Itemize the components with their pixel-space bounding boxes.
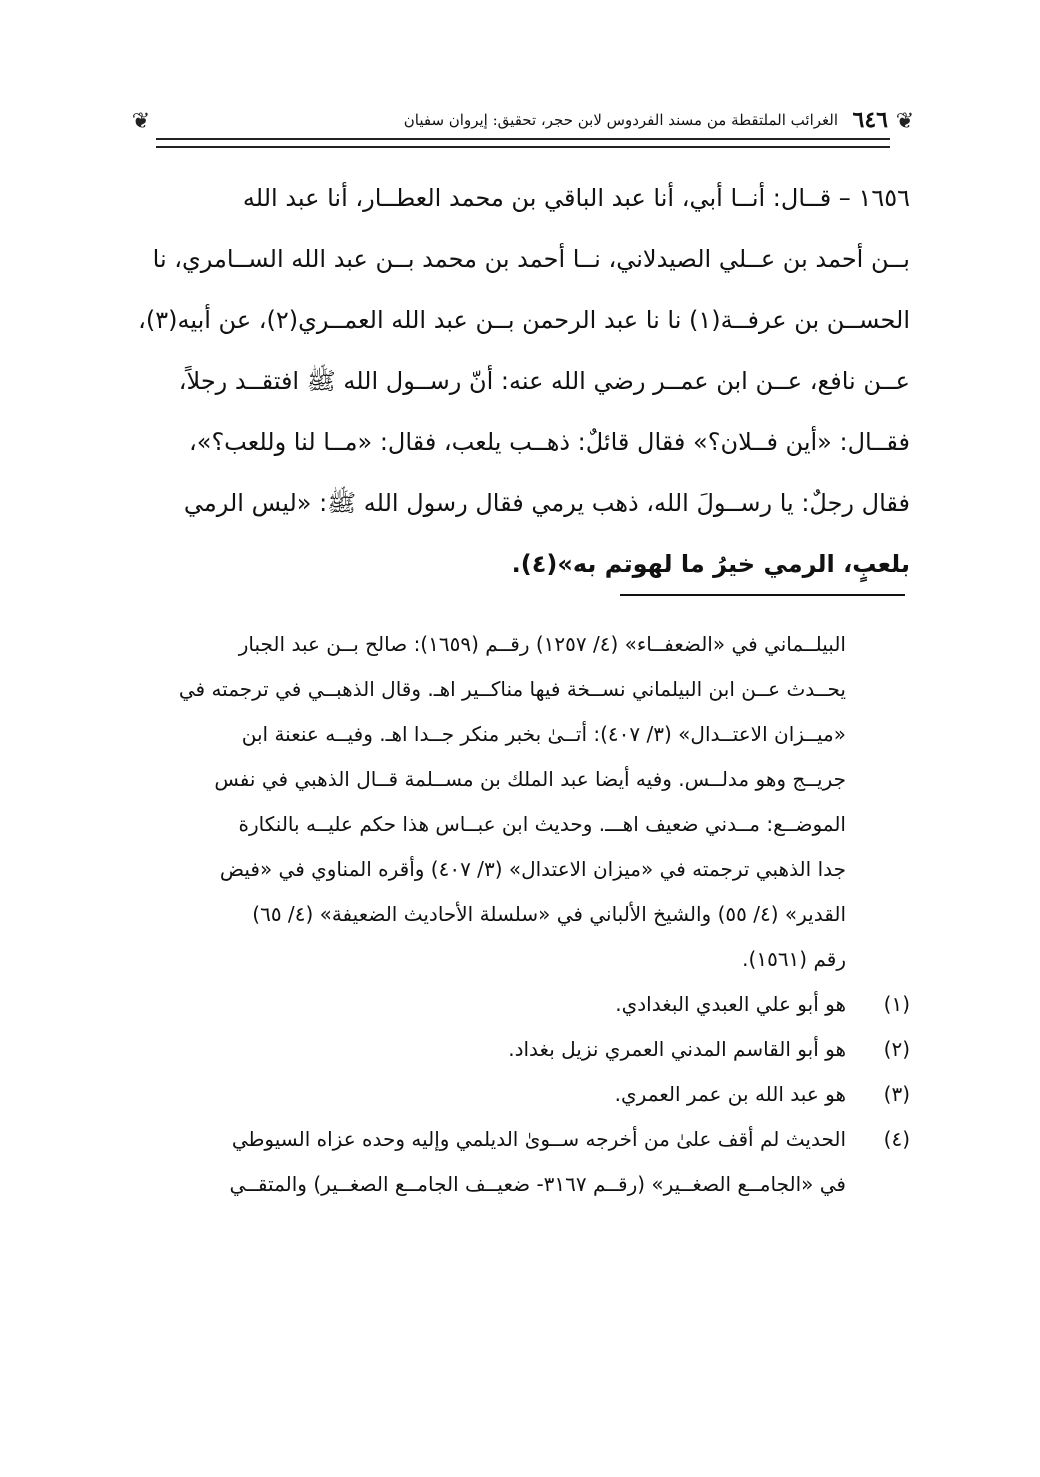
main-line: ١٦٥٦ – قــال: أنــا أبي، أنا عبد الباقي بن محمد العطــار، أنا عبد الله	[242, 184, 910, 212]
header-rule	[156, 138, 890, 148]
footnote-number: (٢)	[883, 1037, 910, 1061]
footnote-text: في «الجامــع الصغــير» (رقــم ٣١٦٧- ضعيــف الجامــع الصغــير) والمتقــي	[229, 1172, 846, 1196]
main-line: بلعبٍ، الرمي خيرُ ما لهوتم به»(٤).	[511, 550, 910, 578]
note-line: البيلــماني في «الضعفــاء» (٤/ ١٢٥٧) رقــم (١٦٥٩): صالح بــن عبد الجبار	[238, 632, 846, 656]
main-line: بــن أحمد بن عــلي الصيدلاني، نــا أحمد بن محمد بــن عبد الله الســامري، نا	[152, 245, 910, 273]
main-line: فقال رجلٌ: يا رســولَ الله، ذهب يرمي فقال رسول الله ﷺ: «ليس الرمي	[183, 489, 910, 517]
note-line: «ميــزان الاعتــدال» (٣/ ٤٠٧): أتــىٰ بخبر منكر جــدا اهـ. وفيــه عنعنة ابن	[241, 722, 846, 746]
note-line: يحــدث عــن ابن البيلماني نســخة فيها مناكــير اهـ. وقال الذهبــي في ترجمته في	[178, 677, 846, 701]
ornament-right-icon: ❦	[895, 109, 915, 134]
note-line: جدا الذهبي ترجمته في «ميزان الاعتدال» (٣/ ٤٠٧) وأقره المناوي في «فيض	[219, 857, 846, 881]
footnote-3	[136, 1072, 910, 1117]
main-text	[136, 168, 910, 595]
page-number: ٦٤٦	[852, 107, 888, 133]
footnote-2	[136, 1027, 910, 1072]
footnote-text: هو أبو القاسم المدني العمري نزيل بغداد.	[508, 1037, 846, 1061]
page-header	[128, 103, 918, 151]
footnotes	[136, 622, 910, 1207]
running-title: الغرائب الملتقطة من مسند الفردوس لابن حجر، تحقيق: إيروان سفيان	[403, 111, 838, 129]
note-line: القدير» (٤/ ٥٥) والشيخ الألباني في «سلسلة الأحاديث الضعيفة» (٤/ ٦٥)	[252, 902, 846, 926]
main-line: عــن نافع، عــن ابن عمــر رضي الله عنه: أنّ رســول الله ﷺ افتقــد رجلاً،	[178, 367, 910, 395]
footnote-1	[136, 982, 910, 1027]
footnote-text: الحديث لم أقف علىٰ من أخرجه ســوىٰ الديلمي وإليه وحده عزاه السيوطي	[231, 1127, 846, 1151]
footnote-text: هو عبد الله بن عمر العمري.	[614, 1082, 846, 1106]
note-line: جريــج وهو مدلــس. وفيه أيضا عبد الملك بن مســلمة قــال الذهبي في نفس	[214, 767, 846, 791]
footnote-text: هو أبو علي العبدي البغدادي.	[615, 992, 846, 1016]
footnote-number: (١)	[883, 992, 910, 1016]
footnote-number: (٣)	[883, 1082, 910, 1106]
footnote-divider	[620, 594, 905, 596]
footnote-number: (٤)	[883, 1127, 910, 1151]
footnote-4	[136, 1117, 910, 1207]
footnote-continuation	[136, 622, 846, 982]
main-line: فقــال: «أين فــلان؟» فقال قائلٌ: ذهــب يلعب، فقال: «مــا لنا وللعب؟»،	[189, 428, 910, 456]
main-line: الحســن بن عرفــة(١) نا نا عبد الرحمن بــن عبد الله العمــري(٢)، عن أبيه(٣)،	[138, 306, 910, 334]
note-line: رقم (١٥٦١).	[742, 947, 846, 971]
ornament-left-icon: ❦	[131, 109, 151, 134]
note-line: الموضــع: مــدني ضعيف اهـــ. وحديث ابن عبــاس هذا حكم عليــه بالنكارة	[238, 812, 846, 836]
